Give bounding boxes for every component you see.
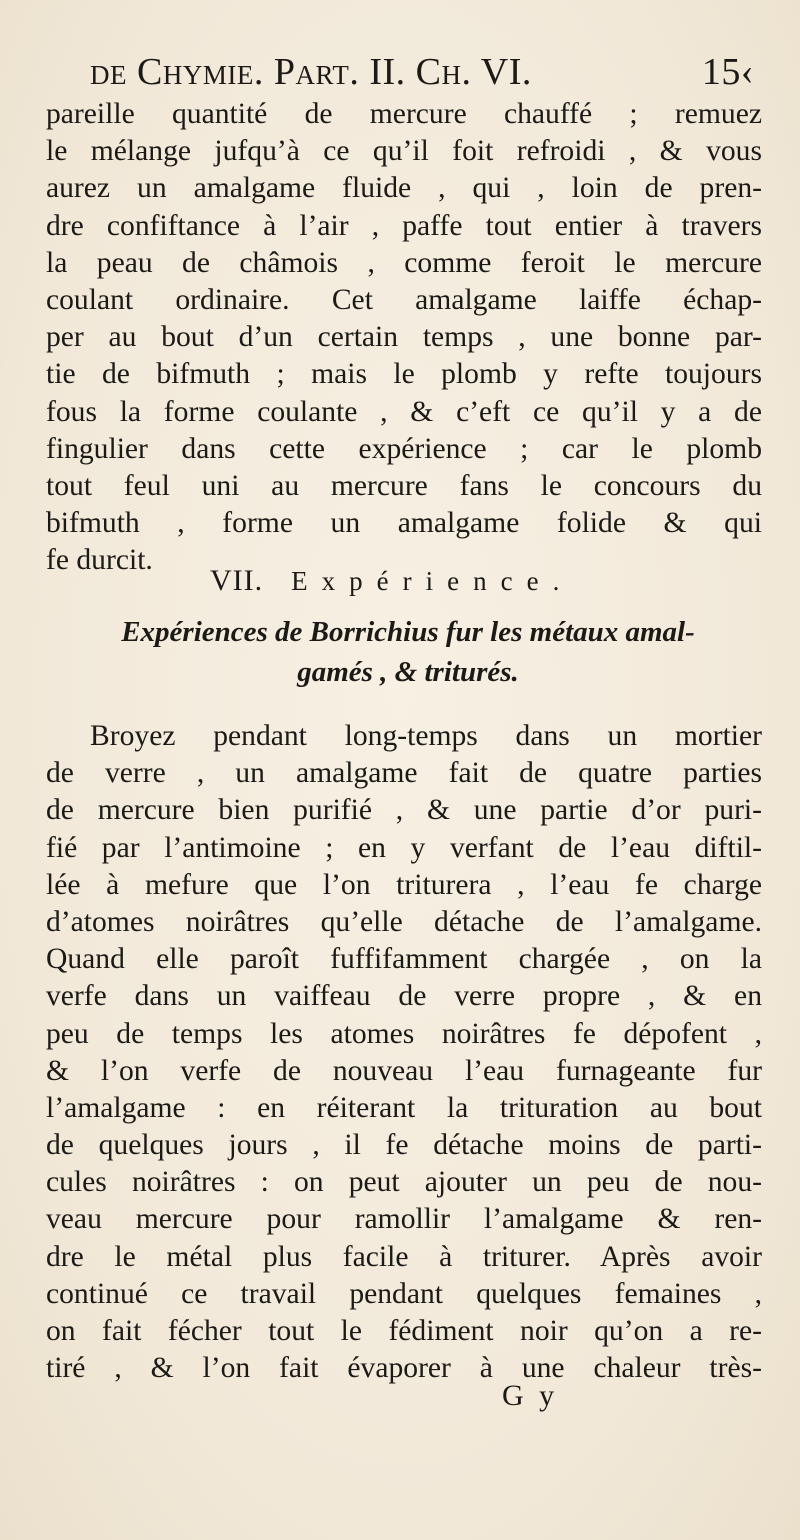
signature-mark: G y: [502, 1379, 559, 1412]
paragraph-continued: [46, 96, 762, 579]
text-line: la peau de châmois , comme feroit le mercure: [46, 246, 762, 279]
section-subtitle: [78, 612, 738, 692]
text-line: tie de bifmuth ; mais le plomb y refte toujours: [46, 358, 762, 391]
section-number: VII.: [210, 564, 264, 597]
text-line: cules noirâtres : on peut ajouter un peu de nou-: [46, 1166, 762, 1199]
text-line: Broyez pendant long-temps dans un mortier: [90, 720, 762, 752]
running-title: de Chymie. Part. II. Ch. VI.: [90, 51, 532, 93]
section-title: Expérience.: [291, 566, 574, 596]
text-line: bifmuth , forme un amalgame folide & qui: [46, 507, 762, 540]
text-line: coulant ordinaire. Cet amalgame laiffe échap-: [46, 283, 762, 316]
text-line: peu de temps les atomes noirâtres fe dépofent ,: [46, 1017, 762, 1050]
text-line: per au bout d’un certain temps , une bonne par-: [46, 321, 762, 354]
page-number: 15‹: [701, 51, 754, 93]
text-line: fe durcit.: [46, 544, 153, 577]
text-line: pareille quantité de mercure chauffé ; remuez: [46, 98, 762, 130]
section-heading: [210, 558, 610, 604]
text-line: dre confiftance à l’air , paffe tout entier à travers: [46, 209, 762, 242]
text-line: on fait fécher tout le fédiment noir qu’on a re-: [46, 1315, 762, 1347]
text-line: de quelques jours , il fe détache moins de parti-: [46, 1129, 762, 1162]
text-line: l’amalgame : en réiterant la trituration au bout: [46, 1091, 762, 1124]
text-line: lée à mefure que l’on triturera , l’eau fe charge: [46, 868, 762, 901]
paragraph-experiment: [46, 718, 762, 1387]
text-line: fié par l’antimoine ; en y verfant de l’eau diftil-: [46, 831, 762, 864]
text-line: tout feul uni au mercure fans le concours du: [46, 469, 762, 502]
text-line: fous la forme coulante , & c’eft ce qu’il y a de: [46, 395, 762, 428]
text-line: tiré , & l’on fait évaporer à une chaleur très-: [46, 1352, 762, 1385]
running-header: [90, 48, 754, 96]
text-line: fingulier dans cette expérience ; car le plomb: [46, 432, 762, 465]
text-line: verfe dans un vaiffeau de verre propre , & en: [46, 980, 762, 1013]
text-line: d’atomes noirâtres qu’elle détache de l’amalgame.: [46, 905, 762, 938]
text-line: le mélange jufqu’à ce qu’il foit refroidi , & vous: [46, 135, 762, 168]
text-line: aurez un amalgame fluide , qui , loin de pren-: [46, 172, 762, 205]
text-line: de mercure bien purifié , & une partie d’or puri-: [46, 794, 762, 827]
text-line: Quand elle paroît fuffifamment chargée , on la: [46, 943, 762, 976]
text-line: dre le métal plus facile à triturer. Après avoir: [46, 1240, 762, 1273]
text-line: continué ce travail pendant quelques femaines ,: [46, 1277, 762, 1310]
text-line: & l’on verfe de nouveau l’eau furnageante fur: [46, 1054, 762, 1087]
subtitle-line: Expériences de Borrichius fur les métaux amal-: [121, 616, 695, 648]
subtitle-line: gamés , & triturés.: [297, 656, 519, 688]
text-line: de verre , un amalgame fait de quatre parties: [46, 757, 762, 790]
text-line: veau mercure pour ramollir l’amalgame & ren-: [46, 1203, 762, 1236]
